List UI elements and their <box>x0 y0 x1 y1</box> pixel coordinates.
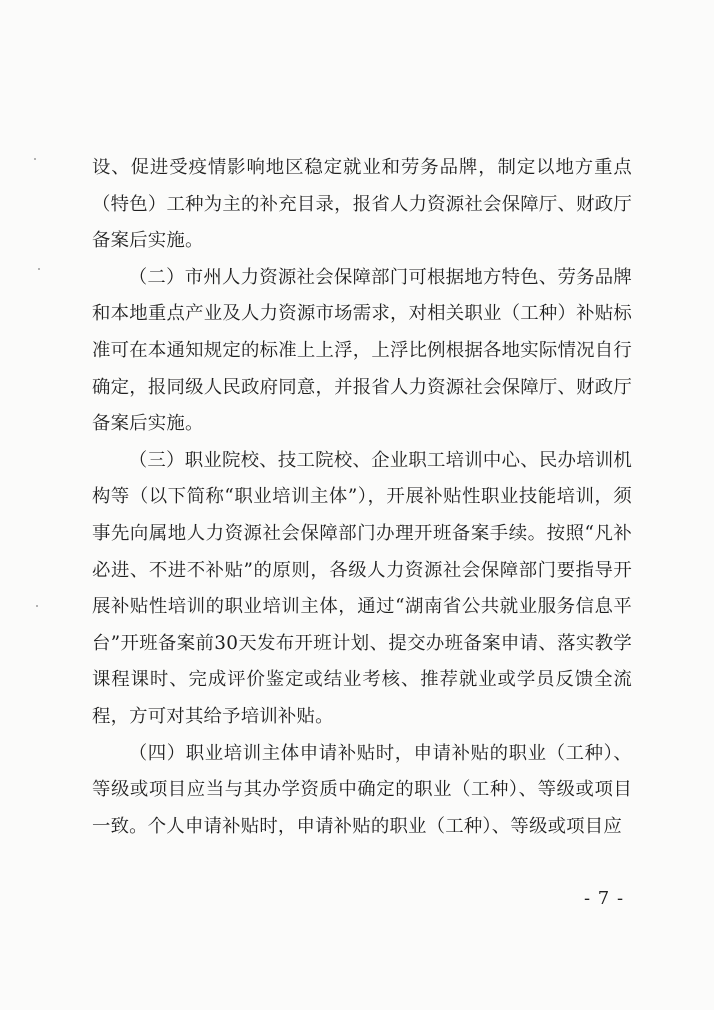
paragraph-item-3: （三）职业院校、技工院校、企业职工培训中心、民办培训机构等（以下简称“职业培训主体”），开展补贴性职业技能培训，须事先向属地人力资源社会保障部门办理开班备案手续。按照“凡补必进、不进不补贴”的原则，各级人力资源社会保障部门要指导开展补贴性培训的职业培训主体，通过“湖南省公共就业服务信息平台”开班备案前30天发布开班计划、提交办班备案申请、落实教学课程课时、完成评价鉴定或结业考核、推荐就业或学员反馈全流程，方可对其给予培训补贴。 <box>92 449 632 727</box>
scan-speck <box>34 158 36 160</box>
paragraph-item-2: （二）市州人力资源社会保障部门可根据地方特色、劳务品牌和本地重点产业及人力资源市场需求，对相关职业（工种）补贴标准可在本通知规定的标准上上浮，上浮比例根据各地实际情况自行确定，报同级人民政府同意，并报省人力资源社会保障厅、财政厅备案后实施。 <box>92 266 632 435</box>
paragraph-continuation: 设、促进受疫情影响地区稳定就业和劳务品牌，制定以地方重点（特色）工种为主的补充目录，报省人力资源社会保障厅、财政厅备案后实施。 <box>92 157 632 252</box>
paragraph-item-4: （四）职业培训主体申请补贴时，申请补贴的职业（工种）、等级或项目应当与其办学资质中确定的职业（工种）、等级或项目一致。个人申请补贴时，申请补贴的职业（工种）、等级或项目应 <box>92 742 632 837</box>
scan-speck <box>36 605 38 607</box>
page-number: - 7 - <box>583 888 625 909</box>
document-body <box>92 150 632 845</box>
scan-speck <box>38 268 40 270</box>
